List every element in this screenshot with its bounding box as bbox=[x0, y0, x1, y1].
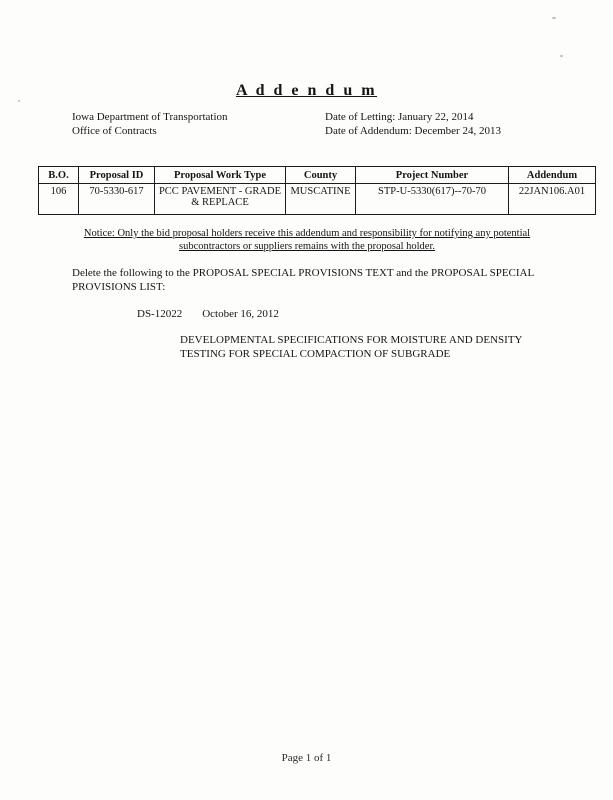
document-title: A d d e n d u m bbox=[235, 82, 378, 99]
spec-reference-line bbox=[137, 308, 279, 320]
spec-date: October 16, 2012 bbox=[202, 308, 279, 320]
cell-county: MUSCATINE bbox=[286, 184, 356, 215]
cell-proposal-id: 70-5330-617 bbox=[79, 184, 155, 215]
cell-bo: 106 bbox=[39, 184, 79, 215]
table-header-row bbox=[39, 167, 596, 184]
dates-block bbox=[325, 110, 501, 138]
table-row bbox=[39, 184, 596, 215]
scan-artifact bbox=[560, 55, 563, 57]
cell-addendum: 22JAN106.A01 bbox=[509, 184, 596, 215]
column-header-project-number: Project Number bbox=[356, 167, 509, 184]
scan-artifact bbox=[552, 17, 556, 19]
spec-id: DS-12022 bbox=[137, 308, 183, 320]
cell-work-type: PCC PAVEMENT - GRADE & REPLACE bbox=[155, 184, 286, 215]
column-header-bo: B.O. bbox=[39, 167, 79, 184]
notice-text: Notice: Only the bid proposal holders receive this addendum and responsibility for notifying any potential subcontractors or suppliers remains with the proposal holder. bbox=[83, 228, 531, 252]
proposal-table bbox=[38, 166, 596, 215]
delete-instruction: Delete the following to the PROPOSAL SPECIAL PROVISIONS TEXT and the PROPOSAL SPECIAL PROVISIONS LIST: bbox=[72, 267, 534, 293]
spec-title: DEVELOPMENTAL SPECIFICATIONS FOR MOISTURE AND DENSITY TESTING FOR SPECIAL COMPACTION OF SUBGRADE bbox=[180, 334, 523, 360]
column-header-county: County bbox=[286, 167, 356, 184]
page-number: Page 1 of 1 bbox=[281, 752, 332, 764]
office-name: Office of Contracts bbox=[72, 125, 157, 137]
column-header-addendum: Addendum bbox=[509, 167, 596, 184]
date-of-addendum: Date of Addendum: December 24, 2013 bbox=[325, 125, 501, 137]
column-header-work-type: Proposal Work Type bbox=[155, 167, 286, 184]
agency-block bbox=[72, 110, 228, 138]
agency-name: Iowa Department of Transportation bbox=[72, 111, 228, 123]
column-header-proposal-id: Proposal ID bbox=[79, 167, 155, 184]
scan-artifact bbox=[18, 100, 20, 102]
cell-project-number: STP-U-5330(617)--70-70 bbox=[356, 184, 509, 215]
date-of-letting: Date of Letting: January 22, 2014 bbox=[325, 111, 474, 123]
